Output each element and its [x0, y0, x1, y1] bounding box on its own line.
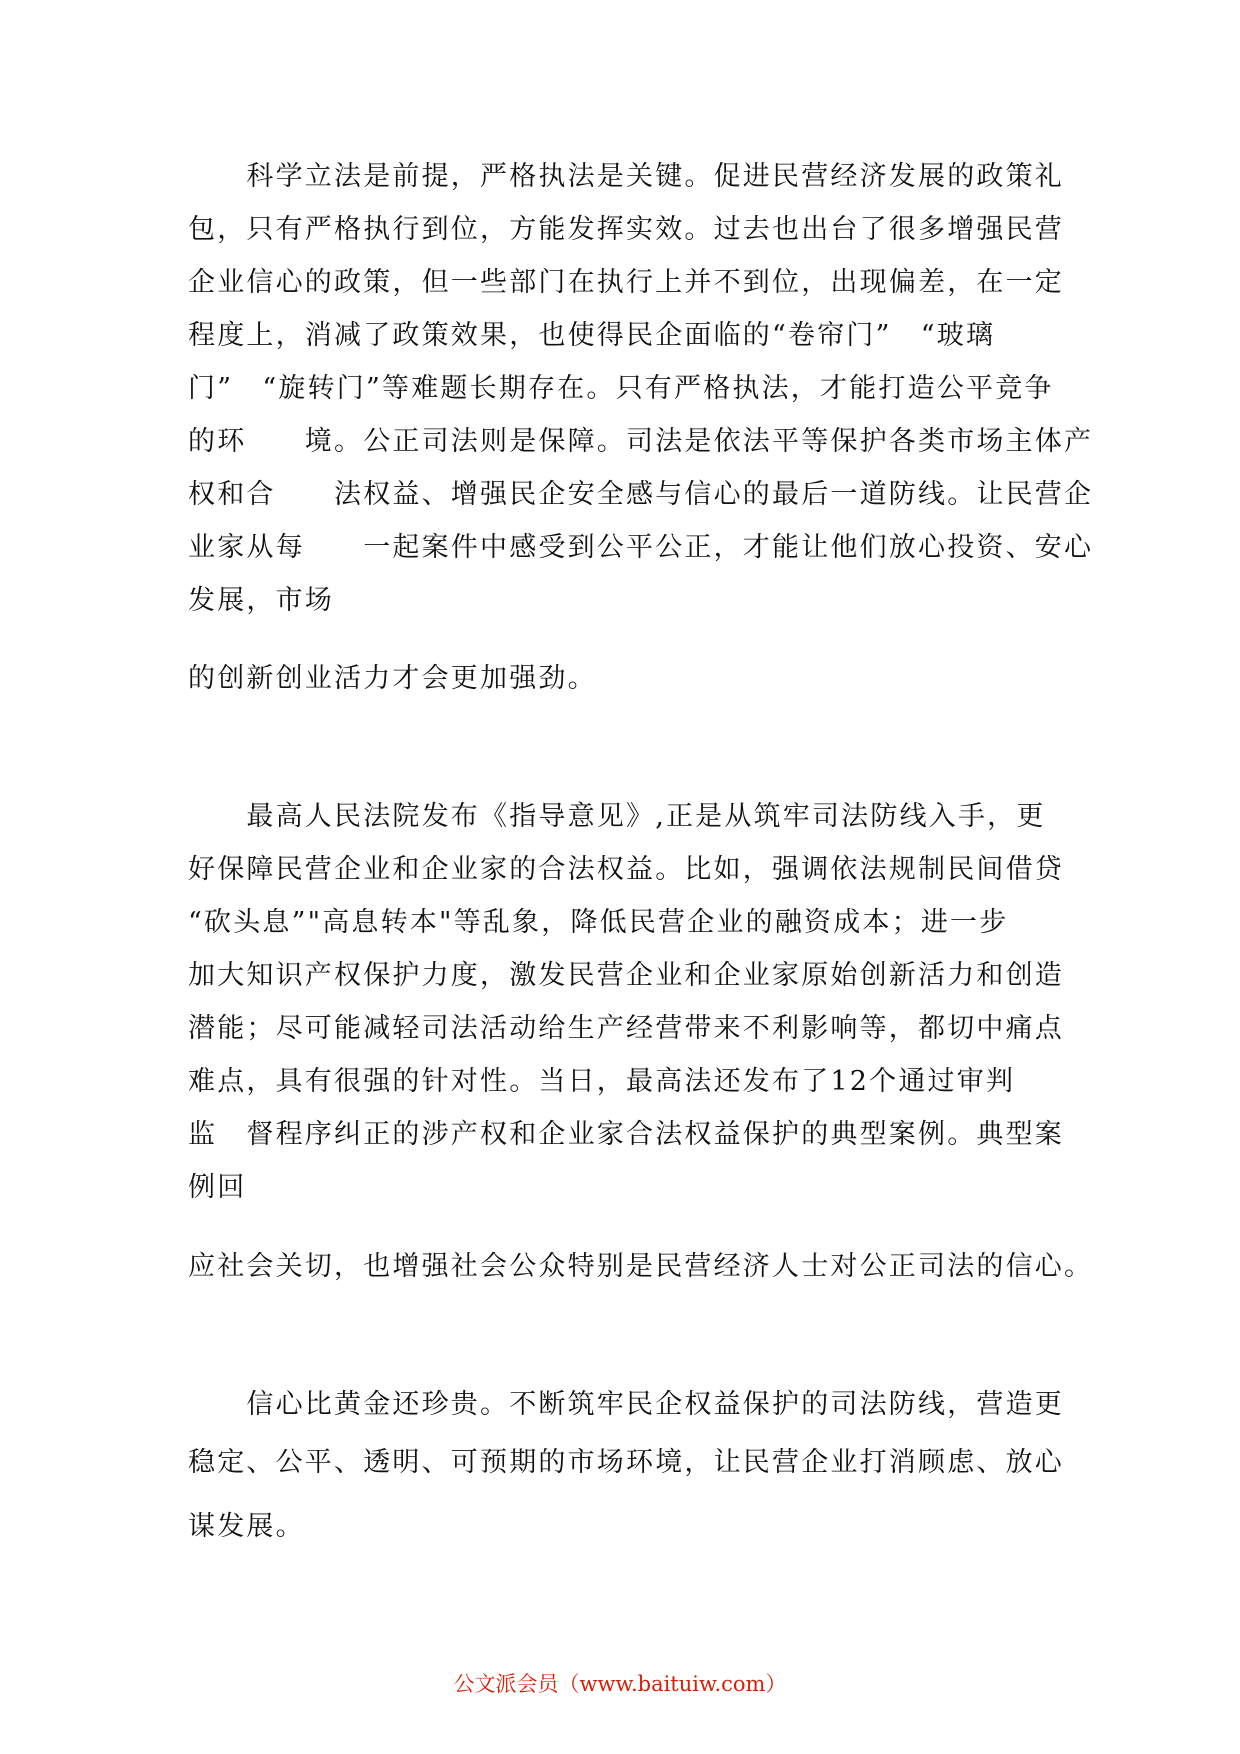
paragraph-line: 信心比黄金还珍贵。不断筑牢民企权益保护的司法防线，营造更	[188, 1389, 1064, 1420]
paragraph-line: 企业信心的政策，但一些部门在执行上并不到位，出现偏差，在一定	[188, 267, 1064, 298]
paragraph-line: 潜能；尽可能减轻司法活动给生产经营带来不利影响等，都切中痛点	[188, 1013, 1064, 1044]
paragraph-line: 程度上，消减了政策效果，也使得民企面临的“卷帘门” “玻璃	[188, 320, 996, 351]
paragraph-line: 应社会关切，也增强社会公众特别是民营经济人士对公正司法的信心。	[188, 1251, 1094, 1282]
paragraph-line: 谋发展。	[188, 1511, 305, 1542]
paragraph-line: 业家从每 一起案件中感受到公平公正，才能让他们放心投资、安心	[188, 532, 1094, 563]
footer-watermark: 公文派会员（www.baituiw.com）	[453, 1672, 787, 1696]
paragraph-line: 的环 境。公正司法则是保障。司法是依法平等保护各类市场主体产	[188, 426, 1094, 457]
paragraph-line: 难点，具有很强的针对性。当日，最高法还发布了12个通过审判	[188, 1066, 1016, 1097]
paragraph-line: “砍头息”"高息转本"等乱象，降低民营企业的融资成本；进一步	[188, 907, 1009, 938]
paragraph-line: 例回	[188, 1172, 247, 1203]
paragraph-line: 加大知识产权保护力度，激发民营企业和企业家原始创新活力和创造	[188, 960, 1064, 991]
paragraph-line: 的创新创业活力才会更加强劲。	[188, 663, 597, 694]
paragraph-line: 稳定、公平、透明、可预期的市场环境，让民营企业打消顾虑、放心	[188, 1447, 1064, 1478]
paragraph-line: 包，只有严格执行到位，方能发挥实效。过去也出台了很多增强民营	[188, 214, 1064, 245]
paragraph-line: 权和合 法权益、增强民企安全感与信心的最后一道防线。让民营企	[188, 479, 1094, 510]
paragraph-line: 门” “旋转门”等难题长期存在。只有严格执法，才能打造公平竞争	[188, 373, 1054, 404]
paragraph-line: 科学立法是前提，严格执法是关键。促进民营经济发展的政策礼	[188, 161, 1064, 192]
paragraph-line: 监 督程序纠正的涉产权和企业家合法权益保护的典型案例。典型案	[188, 1119, 1064, 1150]
paragraph-line: 最高人民法院发布《指导意见》,正是从筑牢司法防线入手，更	[188, 801, 1046, 832]
paragraph-line: 发展，市场	[188, 585, 334, 616]
paragraph-line: 好保障民营企业和企业家的合法权益。比如，强调依法规制民间借贷	[188, 854, 1064, 885]
